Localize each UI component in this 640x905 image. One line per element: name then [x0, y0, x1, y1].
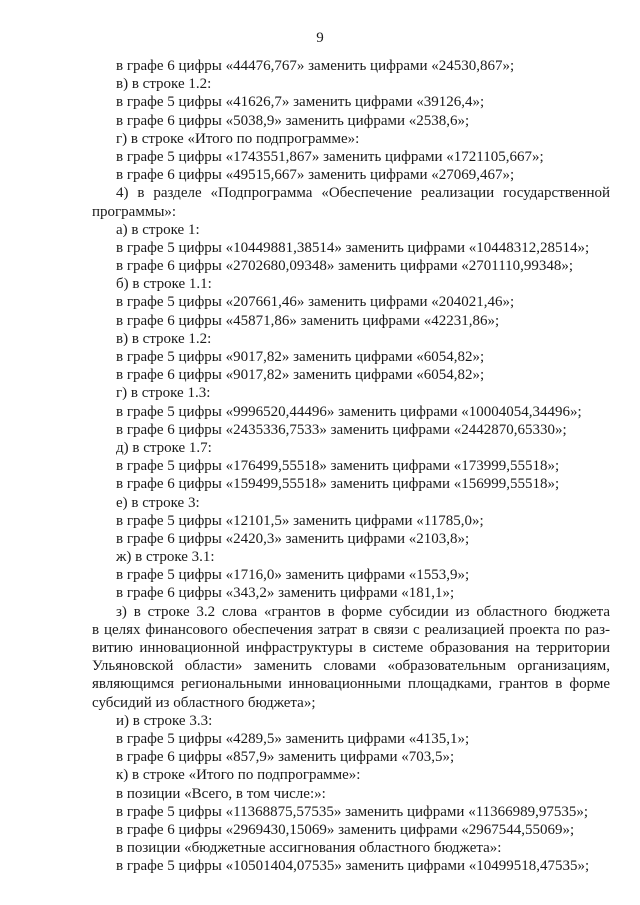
text-line: д) в строке 1.7:: [116, 439, 212, 456]
text-line: г) в строке «Итого по подпрограмме»:: [116, 130, 360, 147]
text-line: в) в строке 1.2:: [116, 330, 212, 347]
page-number: 9: [316, 30, 324, 46]
text-line: в графе 5 цифры «9996520,44496» заменить цифрами «10004054,34496»;: [116, 403, 582, 420]
text-line: в графе 6 цифры «857,9» заменить цифрами «703,5»;: [116, 749, 455, 766]
text-line: в графе 6 цифры «49515,667» заменить цифрами «27069,467»;: [116, 167, 515, 184]
text-line: в графе 5 цифры «11368875,57535» заменить цифрами «11366989,97535»;: [116, 803, 589, 820]
text-line: в графе 6 цифры «44476,767» заменить цифрами «24530,867»;: [116, 58, 515, 74]
text-line: в графе 5 цифры «41626,7» заменить цифрами «39126,4»;: [116, 94, 485, 111]
text-line: в позиции «бюджетные ассигнования областного бюджета»:: [116, 840, 502, 857]
text-line: в графе 6 цифры «159499,55518» заменить цифрами «156999,55518»;: [116, 476, 560, 493]
text-line: в графе 5 цифры «1716,0» заменить цифрами «1553,9»;: [116, 567, 470, 584]
text-line: в графе 6 цифры «45871,86» заменить цифрами «42231,86»;: [116, 312, 500, 329]
text-line: в графе 6 цифры «5038,9» заменить цифрами «2538,6»;: [116, 112, 470, 129]
text-line: в графе 6 цифры «2702680,09348» заменить цифрами «2701110,99348»;: [116, 258, 574, 275]
text-line: в графе 6 цифры «2969430,15069» заменить цифрами «2967544,55069»;: [116, 821, 575, 838]
text-line: программы»:: [92, 203, 177, 220]
text-line: в графе 6 цифры «343,2» заменить цифрами «181,1»;: [116, 585, 455, 602]
text-line: ж) в строке 3.1:: [116, 549, 215, 566]
text-line: г) в строке 1.3:: [116, 385, 211, 402]
text-line: Ульяновской области» заменить словами «образовательным организациям,: [92, 658, 610, 675]
text-line: в графе 5 цифры «4289,5» заменить цифрами «4135,1»;: [116, 730, 470, 747]
text-line: в графе 5 цифры «1743551,867» заменить цифрами «1721105,667»;: [116, 148, 544, 165]
text-line: субсидий из областного бюджета»;: [92, 694, 316, 711]
text-line: з) в строке 3.2 слова «грантов в форме субсидии из областного бюджета: [116, 603, 610, 620]
text-line: в графе 5 цифры «9017,82» заменить цифрами «6054,82»;: [116, 349, 485, 365]
text-line: в графе 6 цифры «9017,82» заменить цифрами «6054,82»;: [116, 367, 485, 384]
text-line: в графе 5 цифры «207661,46» заменить цифрами «204021,46»;: [116, 294, 515, 311]
text-line: к) в строке «Итого по подпрограмме»:: [116, 767, 361, 784]
text-line: 4) в разделе «Подпрограмма «Обеспечение реализации государственной: [116, 185, 610, 202]
text-line: в целях финансового обеспечения затрат в связи с реализацией проекта по раз-: [92, 621, 610, 638]
text-line: в графе 6 цифры «2435336,7533» заменить цифрами «2442870,65330»;: [116, 421, 567, 438]
text-line: витию инновационной инфраструктуры в системе образования на территории: [92, 640, 610, 656]
text-line: в графе 5 цифры «12101,5» заменить цифрами «11785,0»;: [116, 512, 484, 529]
text-line: в позиции «Всего, в том числе:»:: [116, 785, 326, 802]
text-line: б) в строке 1.1:: [116, 276, 212, 293]
text-line: в графе 6 цифры «2420,3» заменить цифрами «2103,8»;: [116, 530, 470, 547]
document-body: [92, 57, 610, 875]
text-line: в графе 5 цифры «10449881,38514» заменить цифрами «10448312,28514»;: [116, 239, 590, 256]
text-line: и) в строке 3.3:: [116, 712, 213, 729]
text-line: в графе 5 цифры «10501404,07535» заменить цифрами «10499518,47535»;: [116, 858, 590, 875]
text-line: е) в строке 3:: [116, 494, 200, 511]
text-line: а) в строке 1:: [116, 221, 200, 238]
text-line: являющимся региональными инновационными площадками, грантов в форме: [92, 676, 610, 693]
text-line: в) в строке 1.2:: [116, 76, 212, 93]
text-line: в графе 5 цифры «176499,55518» заменить цифрами «173999,55518»;: [116, 458, 560, 475]
